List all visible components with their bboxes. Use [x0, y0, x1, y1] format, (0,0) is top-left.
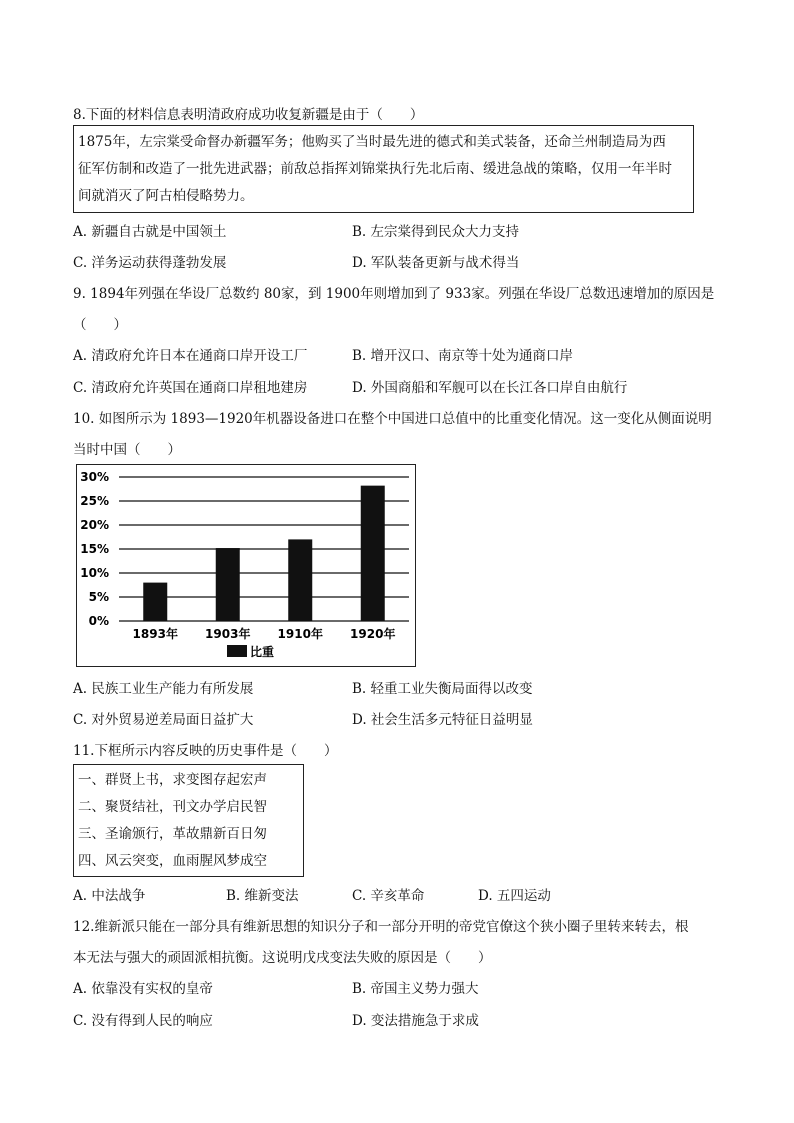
x-tick-label: 1903年 — [205, 627, 251, 641]
x-tick-label: 1893年 — [132, 627, 178, 641]
legend-label-bizhong: 比重 — [250, 645, 275, 659]
q12-stem-line-2: 本无法与强大的顽固派相抗衡。这说明戊戌变法失败的原因是（ ） — [73, 950, 492, 966]
q8-option-b[interactable]: B. 左宗棠得到民众大力支持 — [352, 224, 520, 240]
q11-option-a[interactable]: A. 中法战争 — [73, 888, 146, 904]
q10-option-c[interactable]: C. 对外贸易逆差局面日益扩大 — [73, 712, 254, 728]
q10-option-b[interactable]: B. 轻重工业失衡局面得以改变 — [352, 681, 533, 697]
q10-option-a[interactable]: A. 民族工业生产能力有所发展 — [73, 681, 254, 697]
q11-option-d[interactable]: D. 五四运动 — [478, 888, 551, 904]
q10-stem-line-2: 当时中国（ ） — [73, 442, 181, 458]
y-tick-label: 10% — [80, 566, 109, 580]
bar-2 — [288, 539, 312, 621]
q11-option-b[interactable]: B. 维新变法 — [226, 888, 299, 904]
q12-stem-line-1: 12.维新派只能在一部分具有维新思想的知识分子和一部分开明的帝党官僚这个狭小圈子里转来转去，根 — [73, 919, 689, 935]
y-tick-label: 0% — [88, 614, 109, 628]
q10-bar-chart — [77, 465, 415, 666]
q12-option-a[interactable]: A. 依靠没有实权的皇帝 — [73, 981, 213, 997]
bar-3 — [361, 486, 385, 621]
q12-option-d[interactable]: D. 变法措施急于求成 — [352, 1013, 479, 1029]
q9-stem-line-1: 9. 1894年列强在华设厂总数约 80家，到 1900年则增加到了 933家。列强在华设厂总数迅速增加的原因是 — [73, 286, 715, 302]
q11-stem: 11.下框所示内容反映的历史事件是（ ） — [73, 743, 338, 759]
y-tick-label: 25% — [80, 494, 109, 508]
q12-option-c[interactable]: C. 没有得到人民的响应 — [73, 1013, 213, 1029]
q9-option-d[interactable]: D. 外国商船和军舰可以在长江各口岸自由航行 — [352, 380, 628, 396]
q9-option-b[interactable]: B. 增开汉口、南京等十处为通商口岸 — [352, 348, 574, 364]
q8-material-line-2: 征军仿制和改造了一批先进武器；前敌总指挥刘锦棠执行先北后南、缓进急战的策略，仅用一年半时 — [78, 161, 672, 177]
q8-option-a[interactable]: A. 新疆自古就是中国领土 — [73, 224, 227, 240]
q9-option-c[interactable]: C. 清政府允许英国在通商口岸租地建房 — [73, 380, 308, 396]
q8-material-box — [73, 125, 694, 213]
q8-stem: 8.下面的材料信息表明清政府成功收复新疆是由于（ ） — [73, 107, 424, 123]
q11-box-line-4: 四、风云突变，血雨腥风梦成空 — [78, 853, 267, 869]
q10-stem-line-1: 10. 如图所示为 1893—1920年机器设备进口在整个中国进口总值中的比重变化情况。这一变化从侧面说明 — [73, 411, 712, 427]
q8-option-d[interactable]: D. 军队装备更新与战术得当 — [352, 255, 520, 271]
y-tick-label: 20% — [80, 518, 109, 532]
q12-option-b[interactable]: B. 帝国主义势力强大 — [352, 981, 479, 997]
bar-0 — [143, 583, 167, 621]
bar-1 — [216, 548, 240, 621]
y-tick-label: 30% — [80, 470, 109, 484]
q11-option-c[interactable]: C. 辛亥革命 — [352, 888, 425, 904]
q11-content-box — [73, 764, 304, 877]
q8-material-line-1: 1875年，左宗棠受命督办新疆军务；他购买了当时最先进的德式和美式装备，还命兰州制造局为西 — [78, 134, 666, 150]
q10-option-d[interactable]: D. 社会生活多元特征日益明显 — [352, 712, 533, 728]
q9-stem-line-2: （ ） — [73, 317, 127, 333]
x-tick-label: 1910年 — [277, 627, 323, 641]
q11-box-line-2: 二、聚贤结社，刊文办学启民智 — [78, 799, 267, 815]
y-tick-label: 5% — [88, 590, 109, 604]
q9-option-a[interactable]: A. 清政府允许日本在通商口岸开设工厂 — [73, 348, 308, 364]
q8-option-c[interactable]: C. 洋务运动获得蓬勃发展 — [73, 255, 227, 271]
q11-box-line-3: 三、圣谕颁行，革故鼎新百日匆 — [78, 826, 267, 842]
q10-chart-frame — [76, 464, 416, 667]
x-tick-label: 1920年 — [350, 627, 396, 641]
q11-box-line-1: 一、群贤上书，求变图存起宏声 — [78, 772, 267, 788]
q8-material-line-3: 间就消灭了阿古柏侵略势力。 — [78, 188, 254, 204]
legend-swatch-bizhong — [227, 645, 247, 657]
y-tick-label: 15% — [80, 542, 109, 556]
